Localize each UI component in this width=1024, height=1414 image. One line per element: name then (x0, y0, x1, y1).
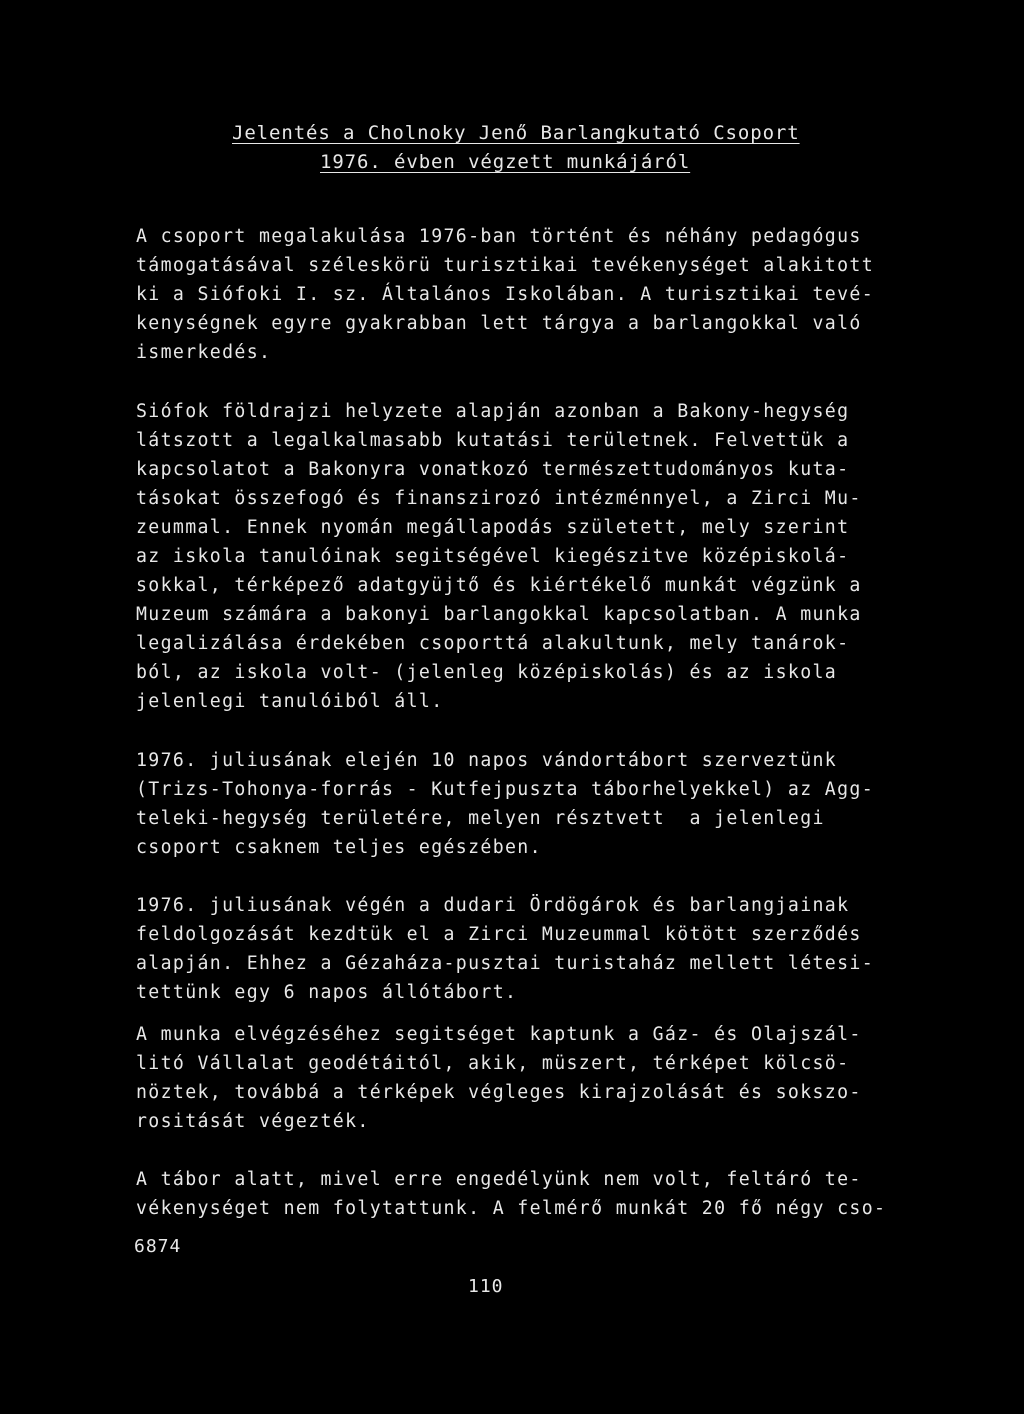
report-title-line-2: 1976. évben végzett munkájáról (320, 151, 691, 173)
paragraph-bakony: Siófok földrajzi helyzete alapján azonban a Bakony-hegység látszott a legalkalmasabb kutatási területnek. Felvettük a kapcsolatot a Bakonyra vonatkozó természettudományos kuta- tásokat összefogó és finanszirozó intézménnyel, a Zirci Mu- zeummal. Ennek nyomán megállapodás született, mely szerint az iskola tanulóinak segitségével kiegészitve középiskolá- sokkal, térképező adatgyüjtő és kiértékelő munkát végzünk a Muzeum számára a bakonyi barlangokkal kapcsolatban. A munka legalizálása érdekében csoporttá alakultunk, mely tanárok- ból, az iskola volt- (jelenleg középiskolás) és az iskola jelenlegi tanulóiból áll. (136, 401, 862, 712)
page-number: 110 (468, 1276, 504, 1297)
report-title-line-1: Jelentés a Cholnoky Jenő Barlangkutató Csoport (232, 122, 800, 144)
archive-code: 6874 (134, 1236, 182, 1257)
paragraph-founding: A csoport megalakulása 1976-ban történt és néhány pedagógus támogatásával széleskörü turisztikai tevékenységet alakitott ki a Siófoki I. sz. Általános Iskolában. A turisztikai tevé- kenységnek egyre gyakrabban lett tárgya a barlangokkal való ismerkedés. (136, 226, 874, 363)
paragraph-aggtelek-camp: 1976. juliusának elején 10 napos vándortábort szerveztünk (Trizs-Tohonya-forrás - Kutfejpuszta táborhelyekkel) az Agg- teleki-hegység területére, melyen résztvett a jelenlegi csoport csaknem teljes egészében. (136, 750, 874, 858)
paragraph-support: A munka elvégzéséhez segitséget kaptunk a Gáz- és Olajszál- litó Vállalat geodétáitól, akik, müszert, térképet kölcsö- nöztek, továbbá a térképek végleges kirajzolását és sokszo- rositását végezték. (136, 1024, 862, 1132)
paragraph-dudar-camp: 1976. juliusának végén a dudari Ördögárok és barlangjainak feldolgozását kezdtük el a Zirci Muzeummal kötött szerződés alapján. Ehhez a Gézaháza-pusztai turistaház mellett létesi- tettünk egy 6 napos állótábort. (136, 895, 874, 1003)
paragraph-survey: A tábor alatt, mivel erre engedélyünk nem volt, feltáró te- vékenységet nem folytattunk. A felmérő munkát 20 fő négy cso- (136, 1169, 887, 1219)
